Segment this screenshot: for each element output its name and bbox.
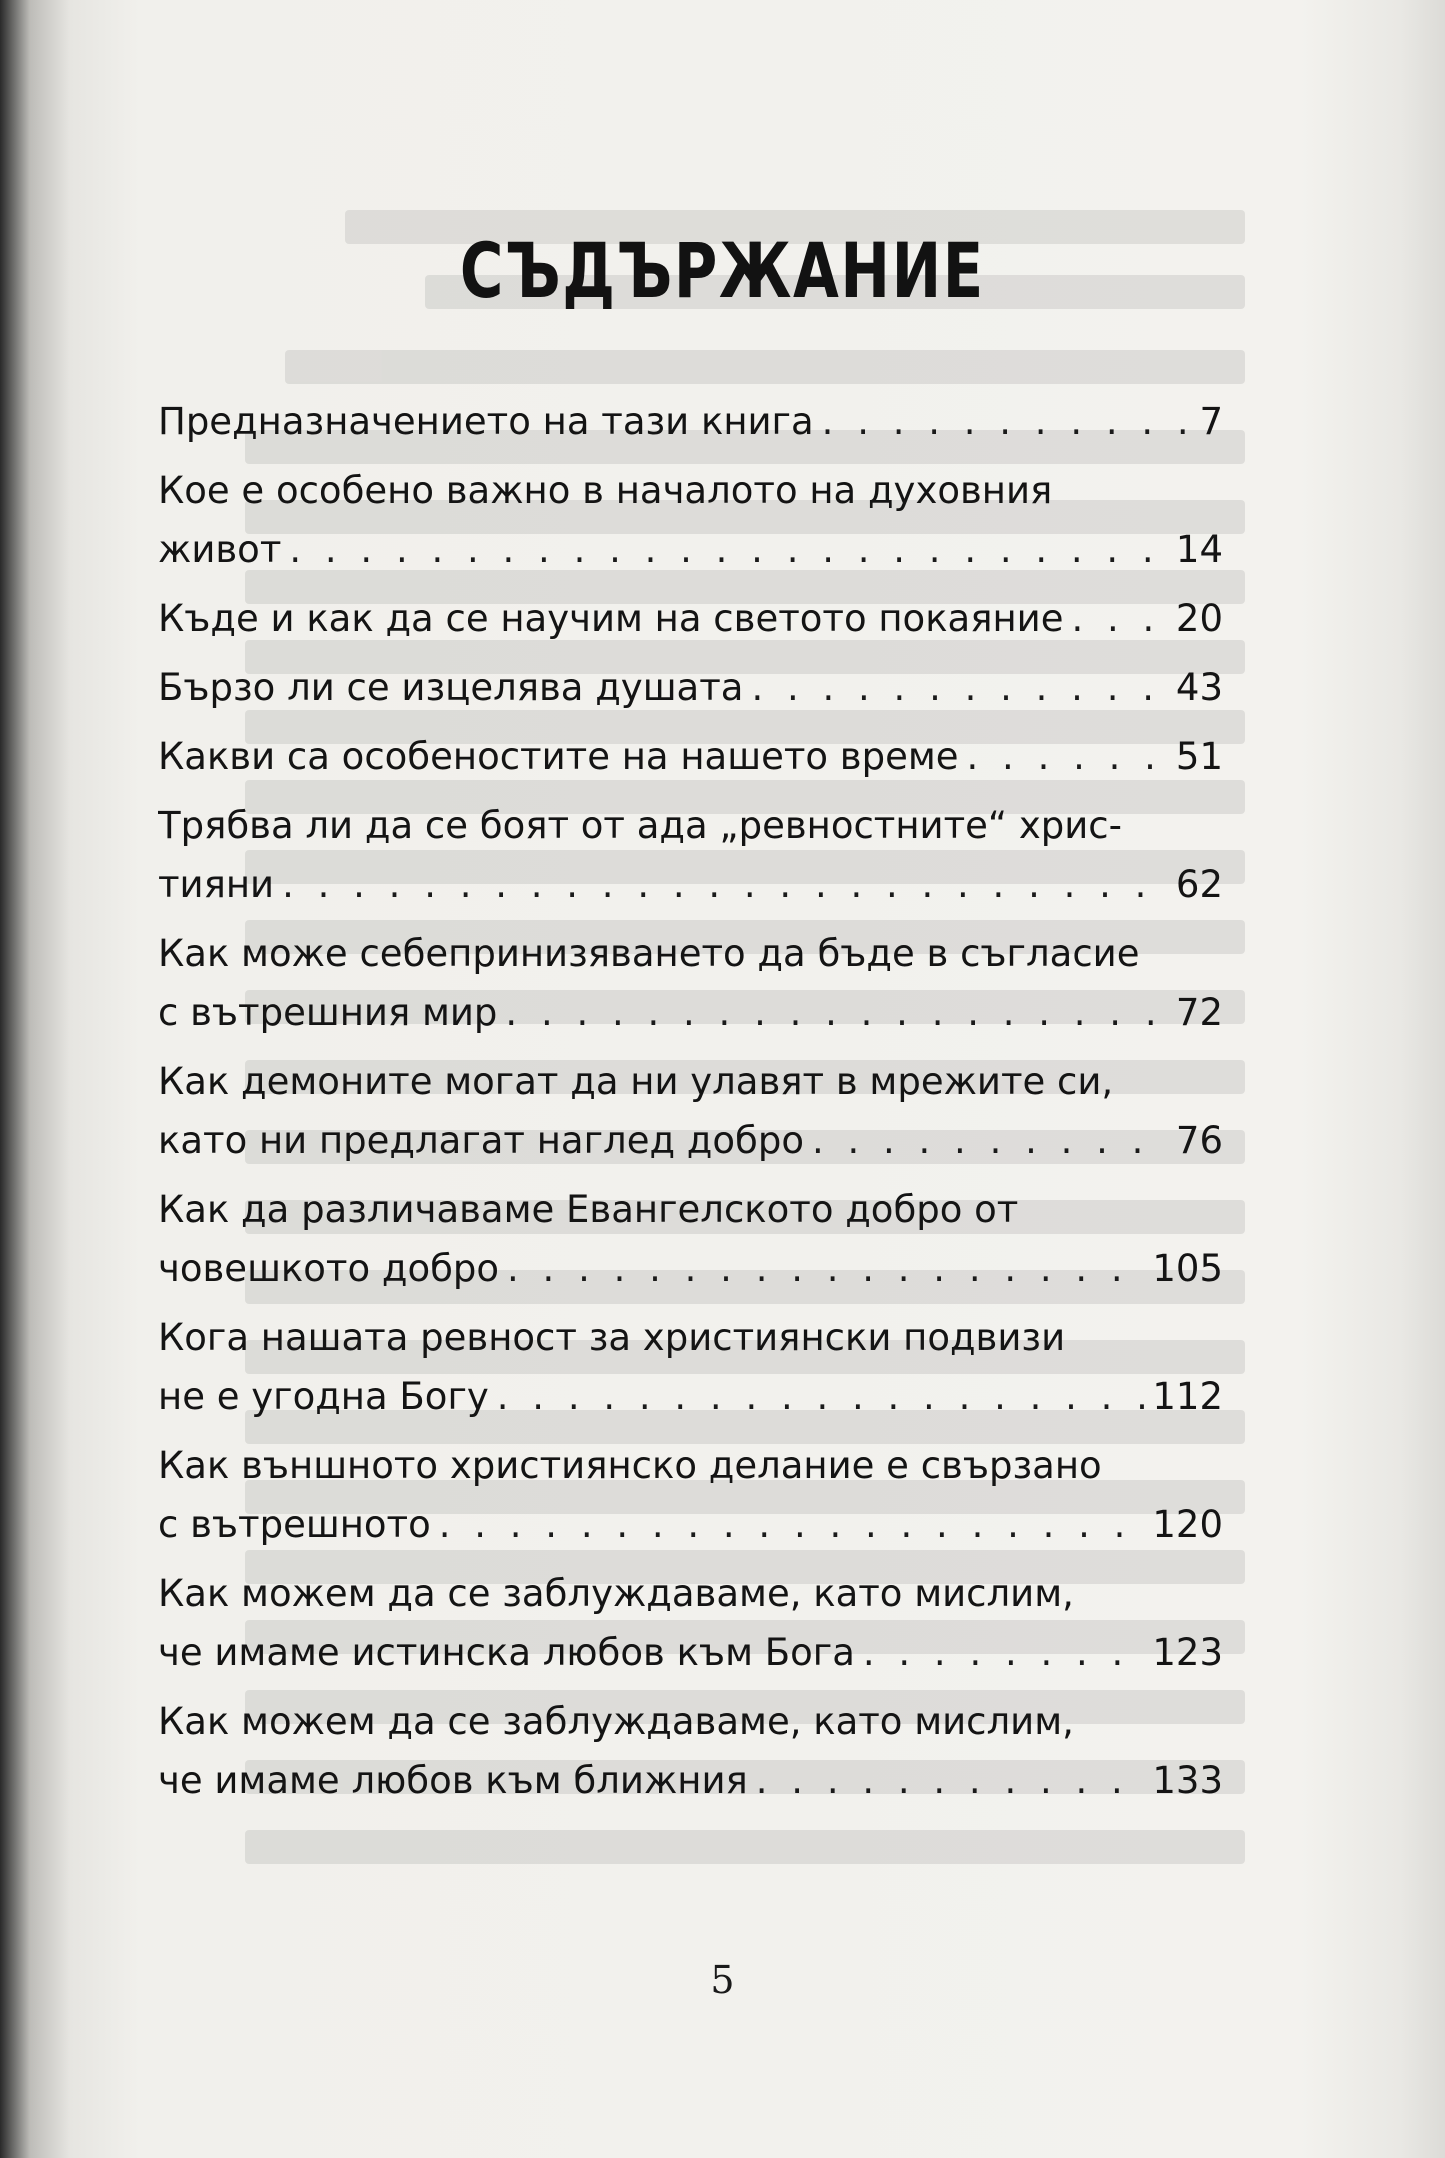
toc-entry[interactable] — [158, 1692, 1223, 1810]
dot-leader — [812, 1111, 1168, 1170]
dot-leader — [439, 1495, 1145, 1554]
toc-entry-last-line — [158, 1495, 1223, 1554]
toc-entry[interactable] — [158, 589, 1223, 648]
toc-entry-last-line — [158, 727, 1223, 786]
table-of-contents — [158, 392, 1223, 1820]
toc-entry-last-line — [158, 520, 1223, 579]
toc-entry-last-line — [158, 1239, 1223, 1298]
toc-entry-page-number: 20 — [1175, 597, 1223, 640]
toc-entry[interactable] — [158, 924, 1223, 1042]
toc-entry-page-number: 62 — [1175, 863, 1223, 906]
toc-entry-title-line: Как може себепринизяването да бъде в съгласие — [158, 932, 1140, 975]
dot-leader — [497, 1367, 1145, 1426]
toc-entry-title-line: Предназначението на тази книга — [158, 400, 814, 443]
toc-entry[interactable] — [158, 796, 1223, 914]
toc-entry[interactable] — [158, 1052, 1223, 1170]
dot-leader — [1071, 589, 1167, 648]
toc-entry[interactable] — [158, 658, 1223, 717]
toc-entry-title-line: Какви са особеностите на нашето време — [158, 735, 959, 778]
toc-entry[interactable] — [158, 727, 1223, 786]
toc-entry-title-line: Как външното християнско делание е свързано — [158, 1444, 1102, 1487]
toc-entry-last-line — [158, 983, 1223, 1042]
toc-entry[interactable] — [158, 1436, 1223, 1554]
toc-entry-title-line: Как да различаваме Евангелското добро от — [158, 1188, 1019, 1231]
page-number: 5 — [710, 1958, 735, 2002]
toc-entry-last-line — [158, 855, 1223, 914]
toc-entry-page-number: 14 — [1175, 528, 1223, 571]
toc-entry-title-line: не е угодна Богу — [158, 1375, 489, 1418]
toc-entry-title-line: Как можем да се заблуждаваме, като мислим, — [158, 1700, 1074, 1743]
toc-entry-page-number: 120 — [1152, 1503, 1223, 1546]
toc-entry-last-line — [158, 1111, 1223, 1170]
toc-entry-title-line: че имаме истинска любов към Бога — [158, 1631, 855, 1674]
toc-entry-title-line: Бързо ли се изцелява душата — [158, 666, 744, 709]
toc-entry-page-number: 112 — [1152, 1375, 1223, 1418]
toc-entry[interactable] — [158, 392, 1223, 451]
toc-entry-title-line: като ни предлагат наглед добро — [158, 1119, 804, 1162]
dot-leader — [282, 855, 1168, 914]
toc-entry-title-line: живот — [158, 528, 282, 571]
toc-entry-page-number: 76 — [1175, 1119, 1223, 1162]
dot-leader — [863, 1623, 1144, 1682]
toc-entry-title-line: Кое е особено важно в началото на духовния — [158, 469, 1053, 512]
toc-entry-page-number: 51 — [1175, 735, 1223, 778]
toc-entry-title-line: Как демоните могат да ни улавят в мрежите си, — [158, 1060, 1114, 1103]
toc-entry-title-line: Трябва ли да се боят от ада „ревностните“ хрис- — [158, 804, 1122, 847]
toc-entry[interactable] — [158, 461, 1223, 579]
toc-entry-last-line — [158, 589, 1223, 648]
toc-entry-page-number: 72 — [1175, 991, 1223, 1034]
toc-entry[interactable] — [158, 1308, 1223, 1426]
toc-entry-last-line — [158, 1367, 1223, 1426]
dot-leader — [751, 658, 1167, 717]
toc-entry-page-number: 43 — [1175, 666, 1223, 709]
toc-entry-last-line — [158, 1623, 1223, 1682]
toc-entry-title-line: с вътрешното — [158, 1503, 431, 1546]
toc-entry-page-number: 7 — [1199, 400, 1223, 443]
toc-entry-page-number: 105 — [1152, 1247, 1223, 1290]
toc-entry-title-line: Кога нашата ревност за християнски подвизи — [158, 1316, 1066, 1359]
toc-entry-title-line: човешкото добро — [158, 1247, 500, 1290]
toc-entry-title-line: Къде и как да се научим на светото покаяние — [158, 597, 1064, 640]
toc-entry-page-number: 123 — [1152, 1631, 1223, 1674]
toc-entry-title-line: че имаме любов към ближния — [158, 1759, 748, 1802]
toc-entry[interactable] — [158, 1180, 1223, 1298]
dot-leader — [505, 983, 1167, 1042]
dot-leader — [967, 727, 1168, 786]
dot-leader — [756, 1751, 1145, 1810]
page-title: СЪДЪРЖАНИЕ — [459, 226, 985, 315]
toc-entry-last-line — [158, 392, 1223, 451]
dot-leader — [289, 520, 1168, 579]
toc-entry-title-line: с вътрешния мир — [158, 991, 498, 1034]
toc-entry[interactable] — [158, 1564, 1223, 1682]
toc-entry-title-line: Как можем да се заблуждаваме, като мислим, — [158, 1572, 1074, 1615]
toc-entry-last-line — [158, 658, 1223, 717]
toc-entry-title-line: тияни — [158, 863, 275, 906]
toc-entry-last-line — [158, 1751, 1223, 1810]
toc-entry-page-number: 133 — [1152, 1759, 1223, 1802]
dot-leader — [507, 1239, 1144, 1298]
dot-leader — [822, 392, 1192, 451]
